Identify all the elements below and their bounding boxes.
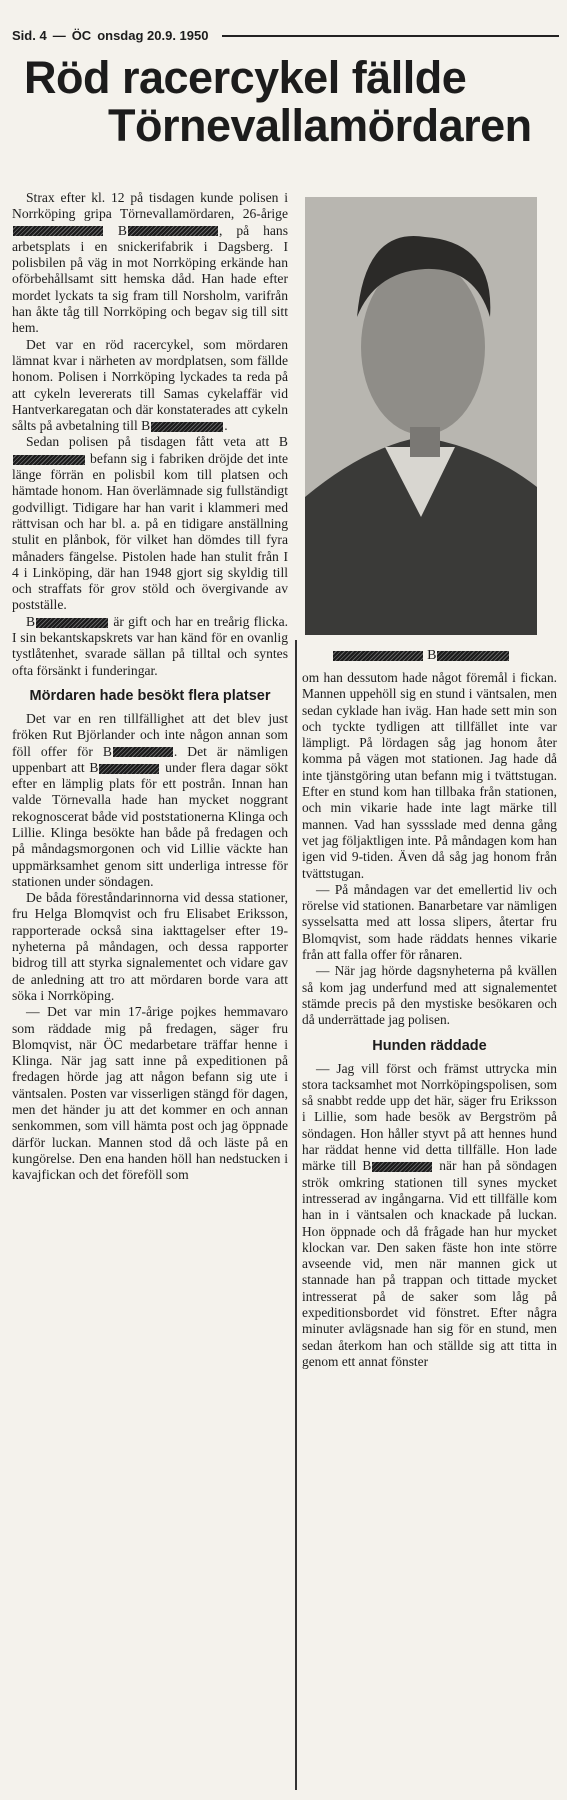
issue-date: onsdag 20.9. 1950 bbox=[97, 28, 209, 43]
redaction-mark bbox=[372, 1162, 432, 1172]
right-column bbox=[302, 670, 557, 1370]
page-number: Sid. 4 bbox=[12, 28, 47, 43]
subheading: Hunden räddade bbox=[372, 1037, 487, 1054]
redaction-mark bbox=[13, 455, 85, 465]
headline-line-1: Röd racercykel fällde bbox=[24, 52, 467, 103]
paragraph: — Jag vill först och främst uttrycka min stora tacksamhet mot Norrköpingspolisen, som så snabbt redde upp det här, säger fru Eriksson i Lillie, som hade besök av Bergström på söndagen. Hon håller styvt på att hennes hund har räddat henne vid detta tillfälle. Hon lade märke till B när han på söndagen strök omkring stationen till synes mycket intresserad av ingångarna. Vid ett tillfälle kom han in i väntsalen och knackade på luckan. Hon öppnade och då frågade han hur mycket klockan var. Den saken fäste hon inte större avseende vid, men när mannen gick ut stannade han på trappan och tittade mycket intresserat på de saker som låg på expeditionsbordet vid fönstret. Efter några minuter avlägsnade han sig för en stund, men sedan återkom han och ställde sig att titta in genom ett annat fönster bbox=[302, 1060, 557, 1369]
paragraph: Strax efter kl. 12 på tisdagen kunde polisen i Norrköping gripa Törnevallamördaren, 26-årige B , på hans arbetsplats i en snickerifabrik i Dagsberg. I polisbilen på väg in mot Norrköping erkände han oförbehållsamt sitt hemska dåd. Han hade efter mordet lyckats ta sig fram till Norsholm, varifrån han åkte tåg till Norrköping och begav sig till sitt hem. bbox=[12, 190, 288, 336]
masthead-dash: — bbox=[52, 28, 66, 43]
redaction-mark bbox=[128, 226, 218, 236]
paragraph: Sedan polisen på tisdagen fått veta att B befann sig i fabriken dröjde det inte länge förrän en polisbil kom till platsen och hämtade honom. Han överlämnade sig fullständigt godvilligt. Tidigare har han varit i klammeri med rättvisan och har bl. a. på en tidigare anställning stulit en plånbok, för vilket han dömdes till fyra månaders fängelse. Pistolen hade han stulit från I 4 i Linköping, där han 1948 gjort sig skyldig till och straffats för grov stöld och övergivande av postställe. bbox=[12, 434, 288, 613]
newspaper-name: ÖC bbox=[71, 28, 92, 43]
column-divider bbox=[295, 640, 297, 1790]
photo-caption: B bbox=[305, 648, 537, 664]
suspect-photo bbox=[305, 197, 537, 635]
headline bbox=[10, 54, 561, 150]
paragraph: — När jag hörde dagsnyheterna på kvällen så kom jag underfund med att signalementet stämde precis på den mystiske besökaren och då underrättade jag polisen. bbox=[302, 963, 557, 1028]
paragraph: De båda föreståndarinnorna vid dessa stationer, fru Helga Blomqvist och fru Elisabet Eriksson, rapporterade också sina iakttagelser efter 19-nyheterna på måndagen, och dessa rapporter bidrog till att styrka signalementet och vidare gav de anledning att tro att mördaren borde vara att söka i Norrköping. bbox=[12, 890, 288, 1003]
left-column bbox=[12, 190, 288, 1184]
masthead bbox=[12, 28, 559, 43]
subheading: Mördaren hade besökt flera platser bbox=[29, 687, 271, 704]
paragraph: Det var en röd racercykel, som mördaren lämnat kvar i närheten av mordplatsen, som fällde honom. Polisen i Norrköping lyckades ta reda på att cykeln levererats till Samas cykelaffär vid Hantverkaregatan och där konstaterades att cykeln sålts på avbetalning till B . bbox=[12, 336, 288, 434]
redaction-mark bbox=[36, 618, 108, 628]
redaction-mark bbox=[151, 422, 223, 432]
headline-line-2: Törnevallamördaren bbox=[108, 100, 532, 151]
masthead-rule bbox=[222, 35, 559, 37]
redaction-mark bbox=[333, 651, 423, 661]
redaction-mark bbox=[437, 651, 509, 661]
redaction-mark bbox=[13, 226, 103, 236]
paragraph: Det var en ren tillfällighet att det blev just fröken Rut Björlander och inte någon annan som föll offer för B . Det är nämligen uppenbart att B under flera dagar sökt efter en lämplig plats för ett postrån. Innan han valde Törnevalla hade han mycket noggrant rekognoscerat både vid poststationerna Klinga och Lillie. Klinga besökte han både på fredagen och på måndagsmorgonen och vid Lillie väckte han uppmärksamhet genom sitt underliga intresse för stationen under söndagen. bbox=[12, 710, 288, 889]
redaction-mark bbox=[99, 764, 159, 774]
paragraph: om han dessutom hade något föremål i fickan. Mannen uppehöll sig en stund i väntsalen, men sedan cyklade han iväg. Han hade sett min son och tyckte tydligen att tillfället inte var lämpligt. På lördagen såg jag honom åter komma på vägen mot stationen. Jag hade då inte tjänstgöring utan befann mig i tvättstugan. Efter en stund kom han tillbaka från stationen, och min vikarie hade inte lagt märke till mannen. Vad han syssslade med denna gång vet jag följaktligen inte. På måndagen kom han igen vid 9-tiden. Även då såg jag honom från tvättstugan. bbox=[302, 670, 557, 881]
paragraph: — På måndagen var det emellertid liv och rörelse vid stationen. Banarbetare var nämligen sysselsatta med att lossa slipers, återtar fru Blomqvist, som hade räddats hennes vikarie från att falla offer för rånaren. bbox=[302, 881, 557, 963]
redaction-mark bbox=[113, 747, 173, 757]
paragraph: — Det var min 17-årige pojkes hemmavaro som räddade mig på fredagen, säger fru Blomqvist, när ÖC medarbetare träffar henne i Klinga. När jag satt inne på expeditionen på fredagen hörde jag att någon befann sig ute i väntsalen. Posten var visserligen stängd för dagen, men det händer ju att det kommer en och annan senkommen, som vill hämta post och jag öppnade därför luckan. Mannen stod då och läste på en kungörelse. Den ena handen höll han nedstucken i kavajfickan och det föreföll som bbox=[12, 1004, 288, 1183]
paragraph: B är gift och har en treårig flicka. I sin bekantskapskrets var han känd för en ovanlig tystlåtenhet, svarade sällan på tilltal och syntes ofta försänkt i funderingar. bbox=[12, 613, 288, 678]
